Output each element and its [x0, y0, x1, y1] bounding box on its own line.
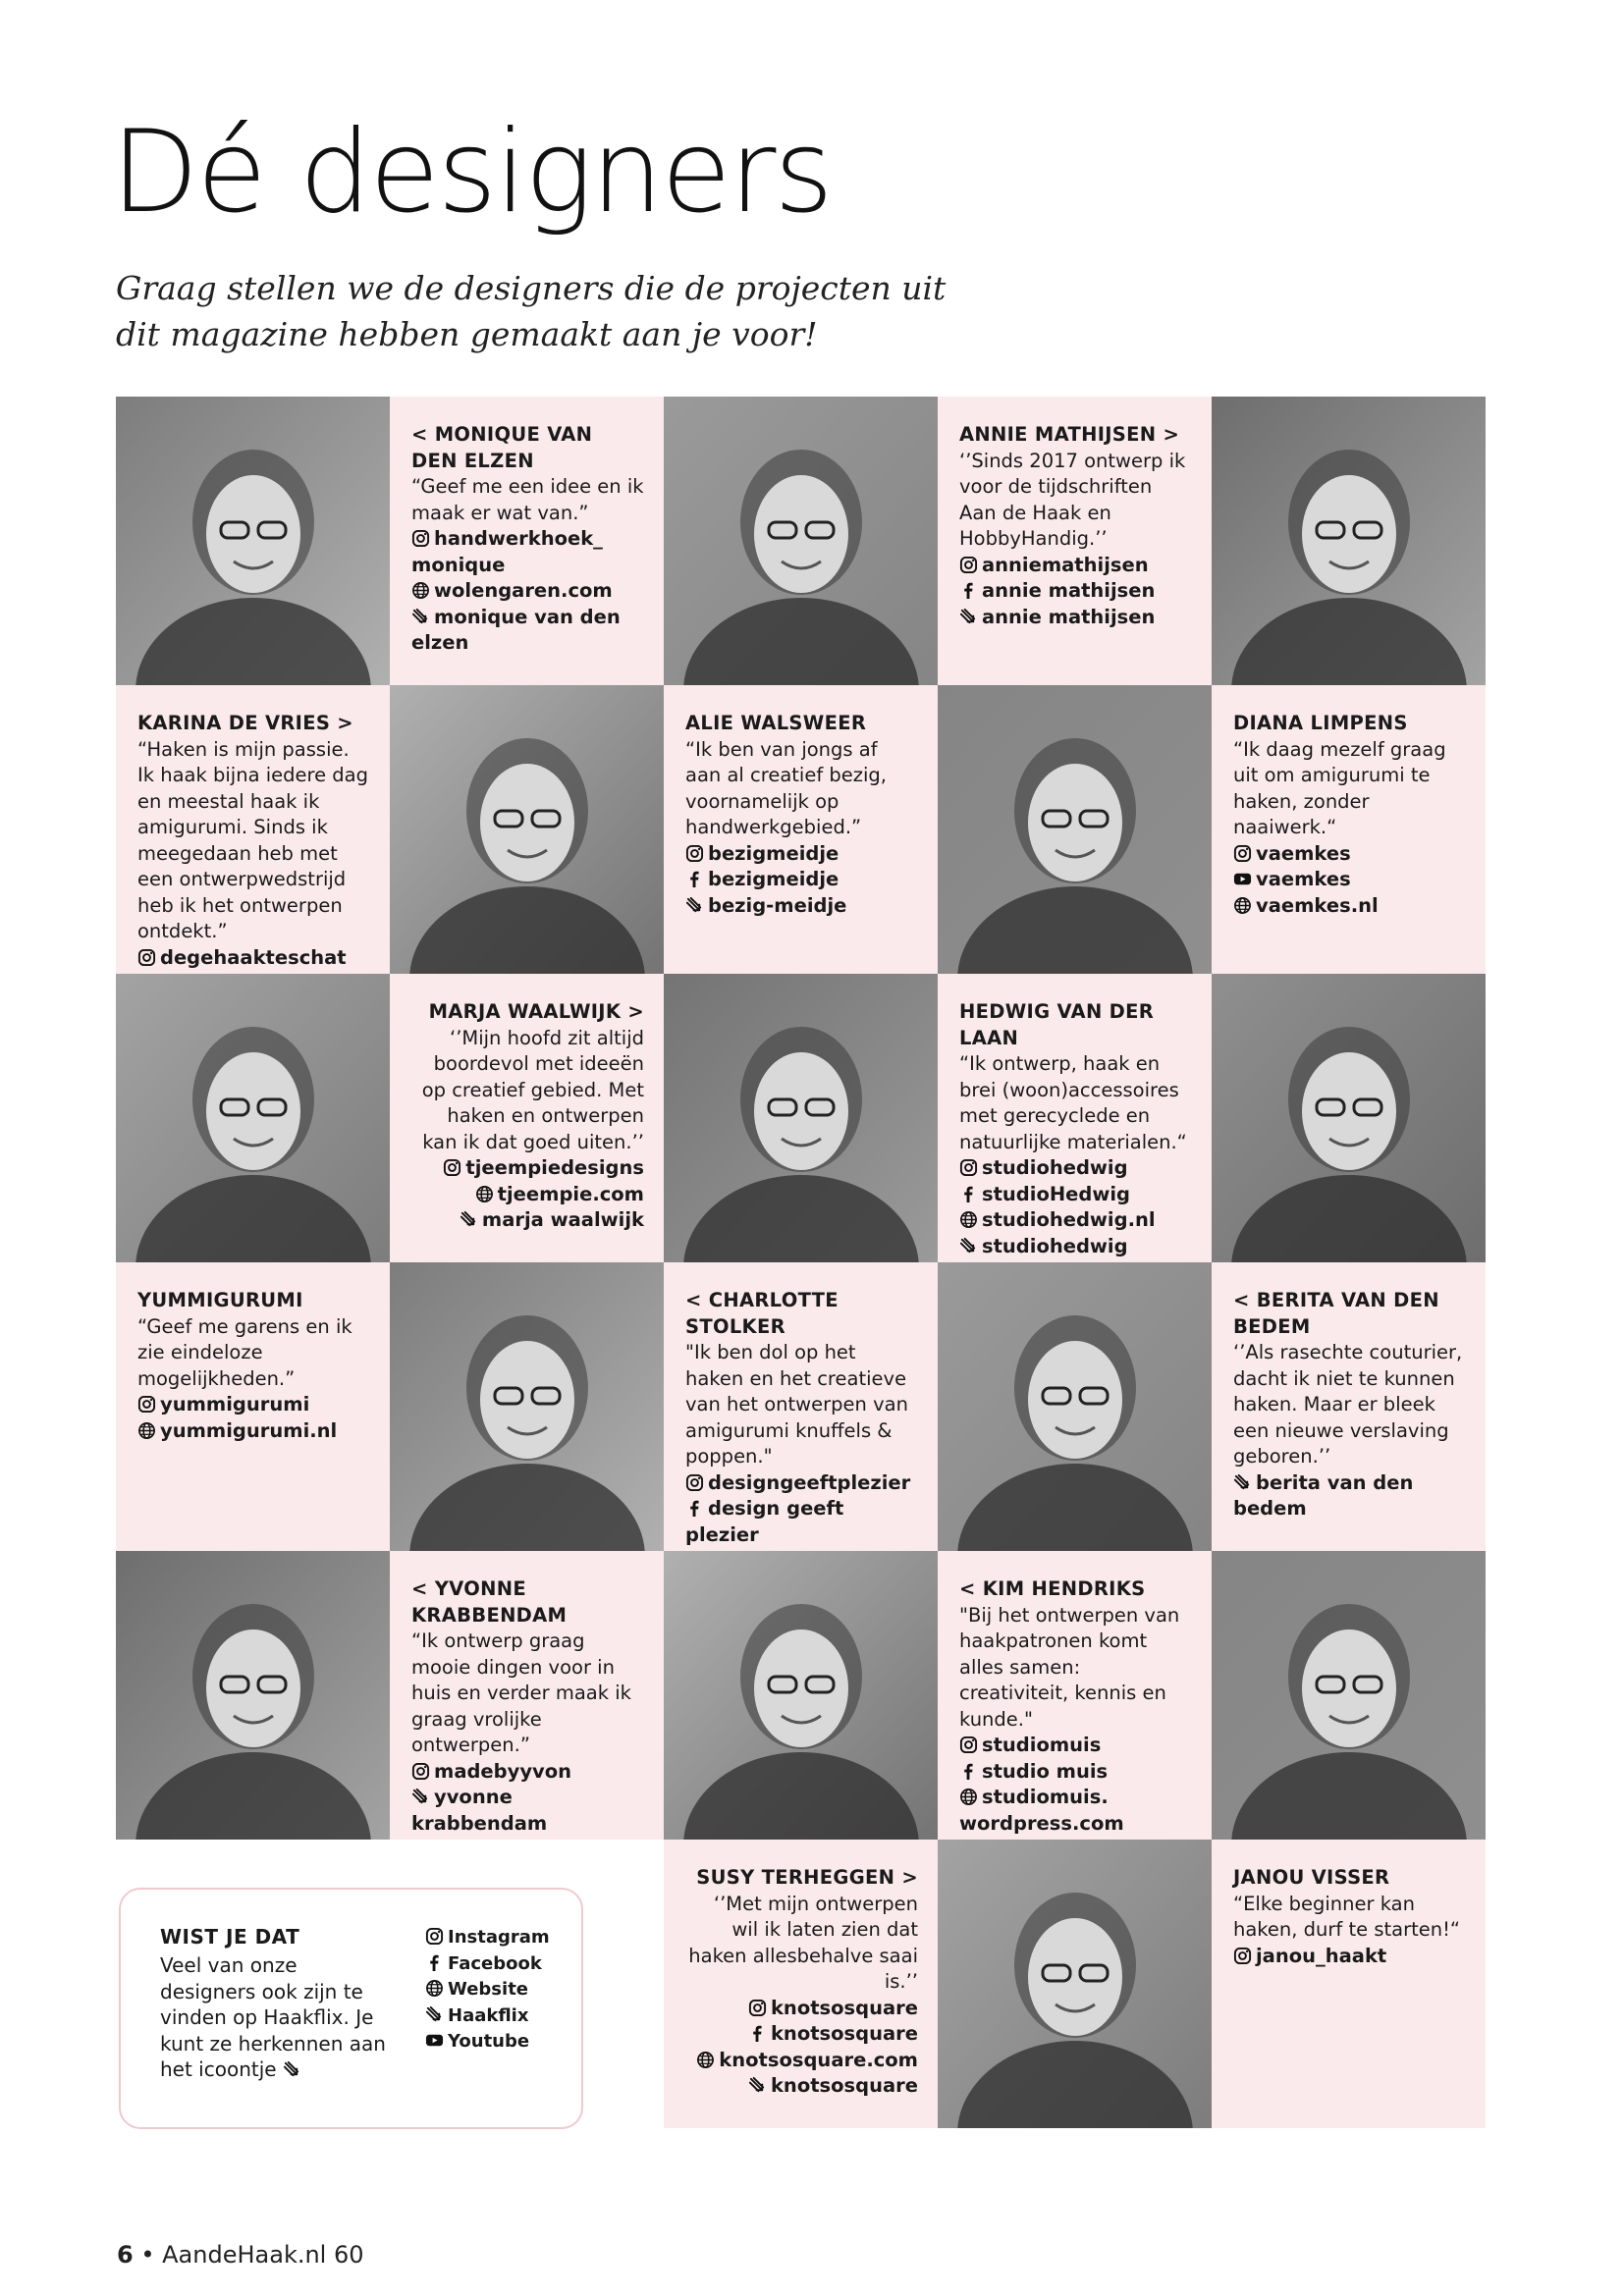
social-link [959, 1155, 1192, 1182]
social-handle: knotsosquare [770, 1996, 918, 2019]
social-link [959, 1182, 1192, 1208]
instagram-icon [685, 842, 708, 865]
haakflix-icon [425, 2005, 448, 2026]
designer-card [938, 397, 1212, 685]
instagram-icon [443, 1156, 465, 1179]
social-handle: design geeft plezier [685, 1497, 844, 1546]
legend-item [425, 2003, 550, 2030]
social-link [959, 1733, 1192, 1759]
social-handle: bezigmeidje [708, 841, 839, 865]
social-handle: yvonne krabbendam [411, 1786, 548, 1835]
social-link [1233, 867, 1466, 893]
haakflix-icon [685, 894, 708, 917]
designer-photo [116, 974, 390, 1262]
social-link [685, 1470, 918, 1497]
designer-name: DIANA LIMPENS [1233, 712, 1408, 734]
social-handle: berita van den bedem [1233, 1470, 1414, 1520]
designer-quote: “Haken is mijn passie. Ik haak bijna iedere dag en meestal haak ik amigurumi. Sinds ik meegedaan heb met een ontwerpwedstrijd heb ik het ontwerpen ontdekt.” [137, 737, 368, 942]
social-link [411, 1759, 644, 1786]
social-handle: studiomuis. wordpress.com [959, 1786, 1124, 1835]
designer-card [116, 1262, 390, 1551]
social-link [411, 1182, 644, 1208]
social-link [685, 2073, 918, 2100]
social-link [685, 893, 918, 920]
designer-name: HEDWIG VAN DER LAAN [959, 1000, 1155, 1049]
social-handle: knotsosquare [770, 2022, 918, 2045]
social-link [685, 2048, 918, 2074]
designer-name: < MONIQUE VAN DEN ELZEN [411, 423, 593, 472]
magazine-issue: AandeHaak.nl 60 [162, 2241, 364, 2269]
youtube-icon [425, 2031, 448, 2052]
designer-quote: ‘’Sinds 2017 ontwerp ik voor de tijdschriften Aan de Haak en HobbyHandig.’’ [959, 449, 1186, 550]
social-handle: studiomuis [982, 1734, 1102, 1756]
social-link [959, 1785, 1192, 1837]
social-link [1233, 1944, 1466, 1970]
designer-quote: “Ik ontwerp graag mooie dingen voor in huis en verder maak ik graag vrolijke ontwerpen.” [411, 1629, 631, 1756]
social-handle: designgeeftplezier [708, 1470, 911, 1494]
haakflix-icon [1233, 1471, 1256, 1494]
designer-quote: “Elke beginner kan haken, durf te starten!“ [1233, 1892, 1461, 1941]
designer-name: < YVONNE KRABBENDAM [411, 1577, 568, 1627]
haakflix-icon [460, 1208, 482, 1231]
website-icon [696, 2049, 719, 2071]
legend-item [425, 1977, 550, 2003]
website-icon [959, 1786, 982, 1808]
social-handle: annie mathijsen [982, 605, 1156, 628]
website-icon [959, 1208, 982, 1231]
legend-label: Youtube [448, 2031, 530, 2052]
social-handle: yummigurumi.nl [160, 1418, 338, 1442]
designer-quote: ‘’Als rasechte couturier, dacht ik niet te kunnen haken. Maar er bleek een nieuwe verslaving geboren.’’ [1233, 1341, 1463, 1468]
designer-quote: "Ik ben dol op het haken en het creatieve van het ontwerpen van amigurumi knuffels & poppen." [685, 1341, 908, 1468]
facebook-icon [425, 1953, 448, 1974]
instagram-icon [1233, 842, 1256, 865]
legend-label: Facebook [448, 1952, 542, 1974]
instagram-icon [748, 1997, 771, 2019]
legend-item [425, 1951, 550, 1978]
social-handle: tjeempie.com [497, 1182, 644, 1205]
facebook-icon [685, 868, 708, 890]
social-handle: handwerkhoek_ monique [411, 527, 603, 576]
designer-photo [664, 397, 938, 685]
social-link [959, 578, 1192, 605]
social-handle: bezig-meidje [708, 893, 847, 917]
designer-name: < BERITA VAN DEN BEDEM [1233, 1289, 1439, 1338]
social-link [685, 867, 918, 893]
designer-quote: ‘’Met mijn ontwerpen wil ik laten zien dat haken allesbehalve saai is.’’ [688, 1892, 918, 1993]
social-handle: bezigmeidje [708, 868, 839, 890]
legend-item [425, 1925, 550, 1951]
social-handle: knotsosquare.com [719, 2048, 918, 2071]
social-link [411, 1207, 644, 1234]
social-link [959, 605, 1192, 631]
designer-name: MARJA WAALWIJK > [428, 1000, 644, 1023]
instagram-icon [137, 1393, 160, 1415]
social-handle: vaemkes [1256, 868, 1351, 890]
designer-name: < CHARLOTTE STOLKER [685, 1289, 839, 1338]
instagram-icon [685, 1471, 708, 1494]
social-link [1233, 893, 1466, 920]
designer-card [664, 1840, 938, 2128]
designer-quote: "Bij het ontwerpen van haakpatronen komt alles samen: creativiteit, kennis en kunde." [959, 1603, 1180, 1731]
instagram-icon [411, 527, 434, 550]
designer-photo [1212, 1551, 1486, 1840]
designer-photo [664, 974, 938, 1262]
designer-card [1212, 1840, 1486, 2128]
designer-photo [1212, 397, 1486, 685]
social-link [685, 1996, 918, 2022]
page-number: 6 [117, 2241, 134, 2269]
designer-quote: “Geef me een idee en ik maak er wat van.” [411, 475, 644, 524]
designer-card [938, 974, 1212, 1262]
designer-card [390, 1551, 664, 1840]
social-handle: anniemathijsen [982, 553, 1149, 576]
social-link [137, 1392, 370, 1418]
social-handle: studiohedwig.nl [982, 1208, 1156, 1231]
legend-item [425, 2029, 550, 2056]
social-handle: vaemkes [1256, 841, 1351, 865]
designer-name: KARINA DE VRIES > [137, 712, 353, 734]
legend-label: Website [448, 1979, 529, 2000]
social-handle: studiohedwig [982, 1234, 1128, 1257]
facebook-icon [959, 1183, 982, 1205]
social-link [411, 1785, 644, 1837]
info-title: WIST JE DAT [160, 1925, 300, 1949]
designer-name: SUSY TERHEGGEN > [696, 1866, 918, 1889]
social-handle: annie mathijsen [982, 579, 1156, 602]
social-handle: janou_haakt [1256, 1944, 1387, 1967]
haakflix-icon [411, 606, 434, 628]
social-handle: degehaakteschat [160, 945, 347, 969]
info-text: Veel van onze designers ook zijn te vinden op Haakflix. Je kunt ze herkennen aan het icoontje [160, 1953, 386, 2081]
designer-card [664, 1262, 938, 1551]
page-title: Dé designers [111, 106, 832, 239]
designer-photo [390, 1262, 664, 1551]
social-link [1233, 1470, 1466, 1522]
designer-name: YUMMIGURUMI [137, 1289, 303, 1311]
haakflix-icon [411, 1786, 434, 1808]
instagram-icon [411, 1760, 434, 1783]
designer-photo [116, 1551, 390, 1840]
social-handle: studioHedwig [982, 1182, 1131, 1205]
website-icon [137, 1419, 160, 1442]
social-link [411, 1155, 644, 1182]
instagram-icon [959, 1156, 982, 1179]
social-handle: yummigurumi [160, 1393, 310, 1415]
social-link [959, 1234, 1192, 1260]
social-handle: knotsosquare [770, 2074, 918, 2097]
designer-quote: “Geef me garens en ik zie eindeloze mogelijkheden.” [137, 1314, 352, 1390]
haakflix-icon [959, 1235, 982, 1257]
social-handle: monique van den elzen [411, 605, 621, 654]
facebook-icon [685, 1497, 708, 1520]
instagram-icon [1233, 1945, 1256, 1967]
page-footer [117, 2241, 364, 2269]
social-link [685, 841, 918, 868]
designer-card [390, 397, 664, 685]
social-link [685, 1496, 918, 1548]
designer-name: ALIE WALSWEER [685, 712, 867, 734]
social-handle: studiohedwig [982, 1156, 1128, 1179]
designer-card [1212, 1262, 1486, 1551]
social-link [411, 526, 644, 578]
designer-photo [1212, 974, 1486, 1262]
designer-photo [664, 1551, 938, 1840]
haakflix-icon [959, 606, 982, 628]
social-link [1233, 841, 1466, 868]
social-handle: studio muis [982, 1759, 1109, 1783]
designer-card [938, 1551, 1212, 1840]
instagram-icon [425, 1927, 448, 1948]
social-handle: tjeempiedesigns [465, 1156, 644, 1179]
social-link [137, 945, 370, 972]
designer-quote: “Ik ben van jongs af aan al creatief bezig, voornamelijk op handwerkgebied.” [685, 737, 888, 838]
instagram-icon [959, 554, 982, 576]
designer-grid [116, 397, 1486, 2132]
designer-quote: “Ik ontwerp, haak en brei (woon)accessoires met gerecyclede en natuurlijke materialen.“ [959, 1052, 1187, 1153]
designer-card [664, 685, 938, 974]
social-link [959, 1759, 1192, 1786]
footer-separator: • [140, 2241, 155, 2269]
social-handle: madebyyvon [434, 1759, 572, 1783]
designer-quote: ‘’Mijn hoofd zit altijd boordevol met ideeën op creatief gebied. Met haken en ontwerpen kan ik dat goed uiten.’’ [421, 1026, 644, 1153]
instagram-icon [137, 946, 160, 969]
website-icon [475, 1183, 498, 1205]
website-icon [425, 1979, 448, 2000]
designer-card [116, 685, 390, 974]
haakflix-icon [283, 2057, 305, 2081]
social-link [959, 553, 1192, 579]
designer-quote: “Ik daag mezelf graag uit om amigurumi te haken, zonder naaiwerk.“ [1233, 737, 1446, 838]
designer-photo [116, 397, 390, 685]
facebook-icon [959, 1760, 982, 1783]
social-link [685, 2021, 918, 2048]
designer-card [390, 974, 664, 1262]
info-box [119, 1888, 583, 2129]
designer-photo [938, 685, 1212, 974]
social-link [137, 1418, 370, 1445]
designer-name: < KIM HENDRIKS [959, 1577, 1146, 1600]
youtube-icon [1233, 868, 1256, 890]
designer-name: ANNIE MATHIJSEN > [959, 423, 1180, 446]
social-handle: vaemkes.nl [1256, 893, 1379, 917]
designer-card [1212, 685, 1486, 974]
social-handle: marja waalwijk [481, 1208, 644, 1231]
designer-photo [938, 1262, 1212, 1551]
social-link [411, 605, 644, 657]
instagram-icon [959, 1734, 982, 1756]
website-icon [411, 579, 434, 602]
designer-photo [938, 1840, 1212, 2128]
social-link [411, 578, 644, 605]
legend-label: Instagram [448, 1927, 550, 1948]
facebook-icon [959, 579, 982, 602]
designer-photo [390, 685, 664, 974]
page-subtitle: Graag stellen we de designers die de projecten uit dit magazine hebben gemaakt aan je voor! [116, 269, 947, 353]
haakflix-icon [748, 2074, 771, 2097]
website-icon [1233, 894, 1256, 917]
icon-legend [425, 1925, 550, 2056]
social-handle: wolengaren.com [434, 579, 613, 602]
designer-name: JANOU VISSER [1233, 1866, 1390, 1889]
legend-label: Haakflix [448, 2004, 529, 2026]
social-link [959, 1207, 1192, 1234]
facebook-icon [748, 2022, 771, 2045]
